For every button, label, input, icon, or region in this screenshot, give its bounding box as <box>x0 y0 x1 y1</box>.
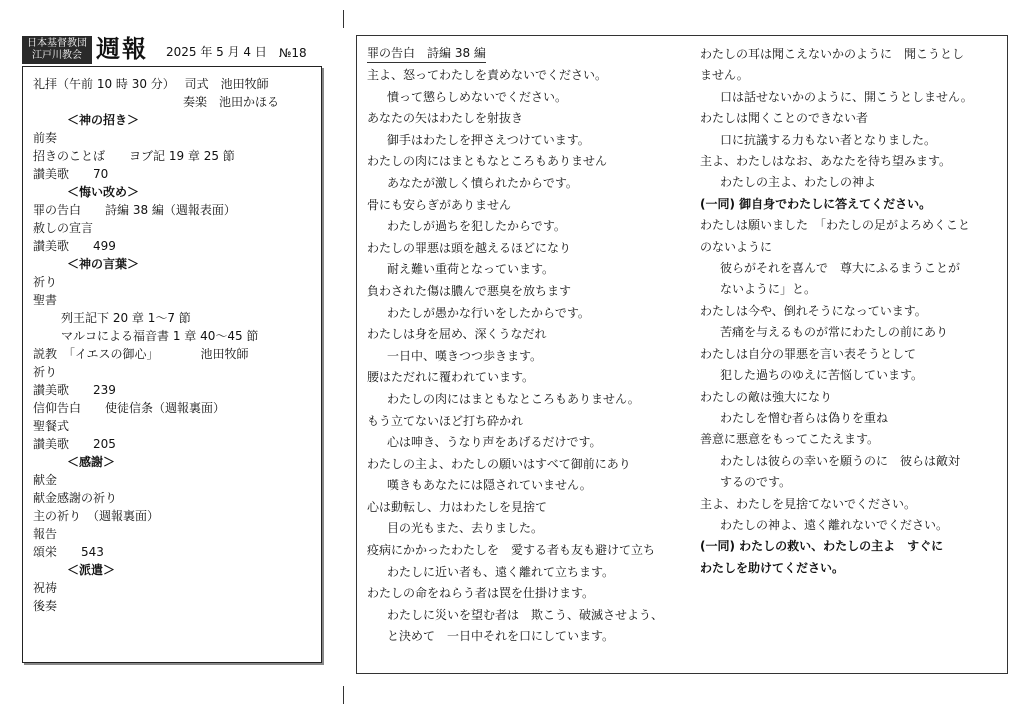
psalm-line: 耐え難い重荷となっています。 <box>387 262 555 277</box>
psalm-line: あなたが激しく憤られたからです。 <box>387 175 578 190</box>
order-item: 讃美歌 239 <box>33 383 116 397</box>
scripture-reference: マルコによる福音書 1 章 40～45 節 <box>61 329 259 343</box>
psalm-column-right <box>700 44 1000 579</box>
bulletin-date: 2025 年 5 月 4 日 <box>166 45 267 59</box>
psalm-line: 心は呻き、うなり声をあげるだけです。 <box>387 435 602 450</box>
psalm-line: 骨にも安らぎがありません <box>367 197 512 212</box>
psalm-line: わたしの主よ、わたしの願いはすべて御前にあり <box>367 456 631 471</box>
bulletin-issue-number: №18 <box>278 46 307 60</box>
order-item: 招きのことば ヨブ記 19 章 25 節 <box>33 149 235 163</box>
order-item: 説教 「イエスの御心」 池田牧師 <box>33 347 249 361</box>
confession-psalm-panel <box>356 35 1008 674</box>
psalm-line: 口に抗議する力もない者となりました。 <box>720 132 937 147</box>
psalm-line: と決めて 一日中それを口にしています。 <box>387 629 615 644</box>
order-item: 後奏 <box>33 599 58 613</box>
order-item: 赦しの宣言 <box>33 221 94 235</box>
order-item: 讃美歌 499 <box>33 239 116 253</box>
order-item: 報告 <box>33 527 58 541</box>
order-item: 奏楽 池田かほる <box>183 95 280 109</box>
order-item: 頌栄 543 <box>33 545 104 559</box>
psalm-line: ないように」と。 <box>720 282 817 297</box>
order-item: 讃美歌 70 <box>33 167 109 181</box>
congregation-response: (一同) 御自身でわたしに答えてください。 <box>700 196 932 211</box>
psalm-line: 主よ、わたしを見捨てないでください。 <box>700 496 917 511</box>
church-name-box <box>22 36 92 64</box>
psalm-title: 罪の告白 詩編 38 編 <box>367 44 486 63</box>
psalm-line: わたしを憎む者らは偽りを重ね <box>720 410 889 425</box>
section-heading: ＜神の招き＞ <box>67 113 140 127</box>
psalm-line: もう立てないほど打ち砕かれ <box>367 413 524 428</box>
psalm-line: 苦痛を与えるものが常にわたしの前にあり <box>720 325 949 340</box>
order-item: 聖書 <box>33 293 58 307</box>
congregation-response: わたしを助けてください。 <box>700 560 845 575</box>
psalm-line: 御手はわたしを押さえつけています。 <box>387 132 590 147</box>
psalm-line: わたしの耳は聞こえないかのように 聞こうとし <box>700 47 965 61</box>
psalm-line: 嘆きもあなたには隠されていません。 <box>387 478 592 493</box>
psalm-line: わたしの神よ、遠く離れないでください。 <box>720 517 949 532</box>
psalm-line: わたしの肉にはまともなところもありません。 <box>387 391 640 406</box>
psalm-line: 口は話せないかのように、開こうとしません。 <box>720 89 973 104</box>
church-name: 江戸川教会 <box>32 50 82 61</box>
psalm-line: わたしの命をねらう者は罠を仕掛けます。 <box>367 586 595 601</box>
order-item: 聖餐式 <box>33 419 70 433</box>
psalm-line: 心は動転し、力はわたしを見捨て <box>367 499 548 514</box>
fold-line-bottom <box>343 686 344 704</box>
order-item: 祈り <box>33 365 58 379</box>
psalm-line: 彼らがそれを喜んで 尊大にふるまうことが <box>720 261 961 276</box>
psalm-line: わたしの敵は強大になり <box>700 389 833 404</box>
psalm-line: わたしが過ちを犯したからです。 <box>387 219 566 234</box>
psalm-line: 善意に悪意をもってこたえます。 <box>700 432 880 447</box>
psalm-line: 主よ、怒ってわたしを責めないでください。 <box>367 68 608 82</box>
section-heading: ＜神の言葉＞ <box>67 257 140 271</box>
order-item: 献金感謝の祈り <box>33 491 118 505</box>
scripture-reference: 列王記下 20 章 1～7 節 <box>61 311 191 325</box>
psalm-line: わたしの肉にはまともなところもありません <box>367 154 608 169</box>
psalm-line: するのです。 <box>720 475 792 490</box>
psalm-line: わたしに近い者も、遠く離れて立ちます。 <box>387 564 615 579</box>
psalm-line: 疫病にかかったわたしを 愛する者も友も避けて立ち <box>367 543 656 558</box>
psalm-line: わたしは彼らの幸いを願うのに 彼らは敵対 <box>720 453 961 468</box>
psalm-line: わたしは今や、倒れそうになっています。 <box>700 303 927 318</box>
psalm-line: ません。 <box>700 68 749 83</box>
psalm-line: 腰はただれに覆われています。 <box>367 370 535 385</box>
left-page <box>0 0 340 724</box>
congregation-response: (一同) わたしの救い、わたしの主よ すぐに <box>700 539 944 554</box>
order-item: 前奏 <box>33 131 58 145</box>
psalm-line: 犯した過ちのゆえに苦悩しています。 <box>720 368 924 383</box>
psalm-line: 主よ、わたしはなお、あなたを待ち望みます。 <box>700 154 952 169</box>
psalm-line: あなたの矢はわたしを射抜き <box>367 111 524 126</box>
psalm-line: わたしの主よ、わたしの神よ <box>720 175 877 190</box>
psalm-line: わたしは願いました 「わたしの足がよろめくこと <box>700 218 971 233</box>
psalm-line: 負わされた傷は膿んで悪臭を放ちます <box>367 283 572 298</box>
order-item: 礼拝（午前 10 時 30 分） 司式 池田牧師 <box>33 77 269 91</box>
order-item: 祈り <box>33 275 58 289</box>
order-item: 主の祈り （週報裏面） <box>33 509 160 523</box>
order-item: 祝祷 <box>33 581 58 595</box>
psalm-line: わたしは聞くことのできない者 <box>700 111 869 126</box>
section-heading: ＜派遣＞ <box>67 563 116 577</box>
fold-line-top <box>343 10 344 28</box>
psalm-line: わたしが愚かな行いをしたからです。 <box>387 305 590 320</box>
order-of-worship <box>22 66 322 663</box>
psalm-column-left <box>367 44 687 648</box>
section-heading: ＜悔い改め＞ <box>67 185 140 199</box>
order-item: 讃美歌 205 <box>33 437 116 451</box>
order-item: 罪の告白 詩編 38 編（週報表面） <box>33 203 236 217</box>
psalm-line: のないように <box>700 239 773 254</box>
psalm-line: わたしは身を屈め、深くうなだれ <box>367 327 547 342</box>
order-item: 信仰告白 使徒信条（週報裏面） <box>33 401 226 415</box>
psalm-line: わたしに災いを望む者は 欺こう、破滅させよう、 <box>387 607 664 622</box>
psalm-line: わたしは自分の罪悪を言い表そうとして <box>700 346 917 361</box>
psalm-line: 一日中、嘆きつつ歩きます。 <box>387 348 543 363</box>
section-heading: ＜感謝＞ <box>67 455 116 469</box>
order-item: 献金 <box>33 473 58 487</box>
psalm-line: 目の光もまた、去りました。 <box>387 521 544 536</box>
psalm-line: わたしの罪悪は頭を越えるほどになり <box>367 240 572 255</box>
masthead <box>22 30 307 64</box>
psalm-line: 憤って懲らしめないでください。 <box>387 89 568 104</box>
church-denomination: 日本基督教団 <box>27 38 87 49</box>
bulletin-title: 週報 <box>96 35 148 63</box>
